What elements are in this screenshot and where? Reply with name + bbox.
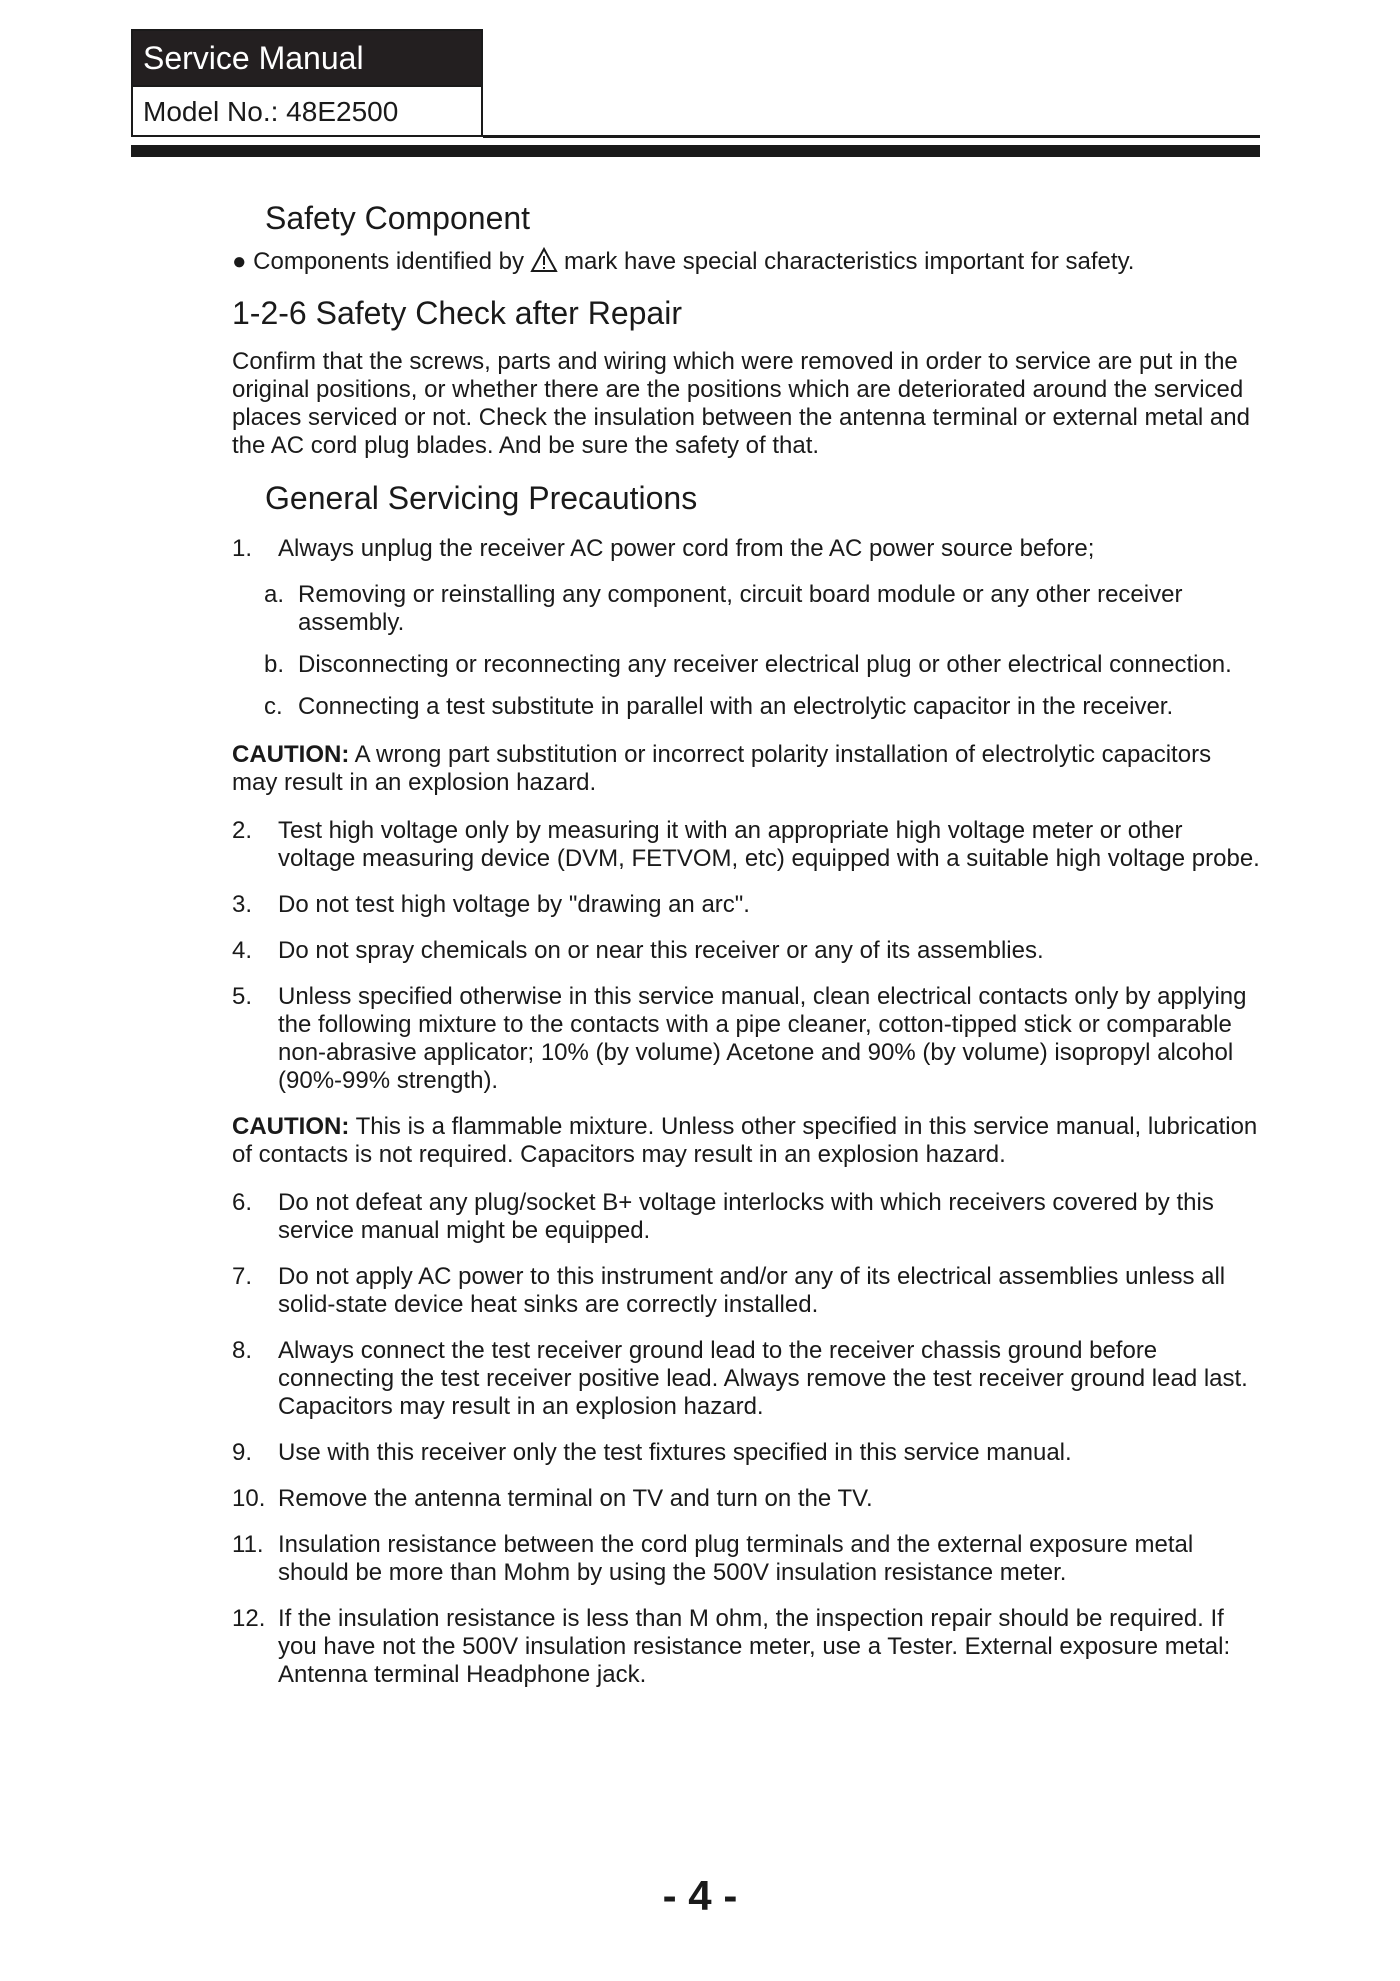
list-item-text: Always unplug the receiver AC power cord from the AC power source before; xyxy=(278,535,1095,562)
list-item-text: Use with this receiver only the test fixtures specified in this service manual. xyxy=(278,1439,1072,1466)
sub-list-item xyxy=(264,651,1262,679)
precautions-heading: General Servicing Precautions xyxy=(265,480,698,516)
page-content xyxy=(232,200,1262,1707)
list-item-number: 7. xyxy=(232,1263,253,1290)
list-item-text: Do not test high voltage by "drawing an arc". xyxy=(278,891,750,918)
safety-component-heading: Safety Component xyxy=(265,200,531,236)
list-item-number: 11. xyxy=(232,1531,264,1558)
list-item-number: 8. xyxy=(232,1337,253,1364)
list-item-number: 6. xyxy=(232,1189,253,1216)
list-item-number: 4. xyxy=(232,937,253,964)
model-number: Model No.: 48E2500 xyxy=(133,85,481,137)
list-item xyxy=(232,1485,1262,1513)
list-item xyxy=(232,891,1262,919)
list-item xyxy=(232,1337,1262,1421)
list-item-number: 3. xyxy=(232,891,253,918)
bullet-dot: ● xyxy=(232,248,247,275)
safety-check-paragraph: Confirm that the screws, parts and wiring which were removed in order to service are put in the original positions, or whether there are the positions which are deteriorated around the serviced places serviced or not. Check the insulation between the antenna terminal or external metal and the AC cord plug blades. And be sure the safety of that. xyxy=(232,348,1250,459)
list-item xyxy=(232,535,1262,563)
list-item-text: Do not defeat any plug/socket B+ voltage interlocks with which receivers covered by this service manual might be equipped. xyxy=(278,1189,1214,1244)
list-item-number: 1. xyxy=(232,535,253,562)
sub-item-text: Removing or reinstalling any component, circuit board module or any other receiver assembly. xyxy=(298,581,1183,636)
list-item-number: 2. xyxy=(232,817,253,844)
list-item-text: If the insulation resistance is less than M ohm, the inspection repair should be required. If you have not the 500V insulation resistance meter, use a Tester. External exposure metal: Antenna terminal Headphone jack. xyxy=(278,1605,1231,1688)
list-item xyxy=(232,1531,1262,1587)
sub-item-letter: a. xyxy=(264,581,285,608)
sub-item-letter: b. xyxy=(264,651,285,678)
caution-note xyxy=(232,741,1262,797)
page-number: - 4 - xyxy=(662,1872,738,1919)
sub-item-text: Disconnecting or reconnecting any receiver electrical plug or other electrical connection. xyxy=(298,651,1232,678)
list-item xyxy=(232,1189,1262,1245)
list-item-text: Test high voltage only by measuring it with an appropriate high voltage meter or other voltage measuring device (DVM, FETVOM, etc) equipped with a suitable high voltage probe. xyxy=(278,817,1260,872)
sub-item-letter: c. xyxy=(264,693,283,720)
list-item-text: Unless specified otherwise in this service manual, clean electrical contacts only by applying the following mixture to the contacts with a pipe cleaner, cotton-tipped stick or comparable non-abrasive applicator; 10% (by volume) Acetone and 90% (by volume) isopropyl alcohol (90%-99% strength). xyxy=(278,983,1247,1094)
note-text-before: Components identified by xyxy=(253,248,525,275)
list-item-text: Do not apply AC power to this instrument and/or any of its electrical assemblies unless all solid-state device heat sinks are correctly installed. xyxy=(278,1263,1226,1318)
caution-text: A wrong part substitution or incorrect polarity installation of electrolytic capacitors may result in an explosion hazard. xyxy=(232,741,1212,796)
list-item-number: 5. xyxy=(232,983,253,1010)
header-box xyxy=(131,29,483,137)
header-rule-thin xyxy=(483,135,1260,138)
list-item-text: Always connect the test receiver ground lead to the receiver chassis ground before connecting the test receiver positive lead. Always remove the test receiver ground lead last. Capacitors may result in an explosion hazard. xyxy=(278,1337,1248,1420)
safety-check-heading: 1-2-6 Safety Check after Repair xyxy=(232,295,682,331)
sub-list-item xyxy=(264,581,1262,637)
warning-triangle-icon xyxy=(530,247,558,281)
list-item xyxy=(232,817,1262,873)
manual-title: Service Manual xyxy=(133,31,481,85)
note-text-after: mark have special characteristics important for safety. xyxy=(564,248,1135,275)
list-item-text: Remove the antenna terminal on TV and turn on the TV. xyxy=(278,1485,873,1512)
list-item xyxy=(232,1605,1262,1689)
list-item xyxy=(232,1263,1262,1319)
caution-label: CAUTION: xyxy=(232,1113,350,1140)
list-item-text: Insulation resistance between the cord plug terminals and the external exposure metal should be more than Mohm by using the 500V insulation resistance meter. xyxy=(278,1531,1194,1586)
list-item-number: 9. xyxy=(232,1439,253,1466)
list-item xyxy=(232,1439,1262,1467)
sub-item-text: Connecting a test substitute in parallel with an electrolytic capacitor in the receiver. xyxy=(298,693,1174,720)
safety-component-note xyxy=(232,247,1262,281)
sub-list-item xyxy=(264,693,1262,721)
list-item xyxy=(232,937,1262,965)
header-rule-thick xyxy=(131,145,1260,157)
list-item-text: Do not spray chemicals on or near this receiver or any of its assemblies. xyxy=(278,937,1044,964)
caution-text: This is a flammable mixture. Unless other specified in this service manual, lubrication of contacts is not required. Capacitors may result in an explosion hazard. xyxy=(232,1113,1258,1168)
list-item-number: 12. xyxy=(232,1605,266,1632)
list-item-number: 10. xyxy=(232,1485,266,1512)
list-item xyxy=(232,983,1262,1095)
caution-label: CAUTION: xyxy=(232,741,350,768)
caution-note xyxy=(232,1113,1262,1169)
